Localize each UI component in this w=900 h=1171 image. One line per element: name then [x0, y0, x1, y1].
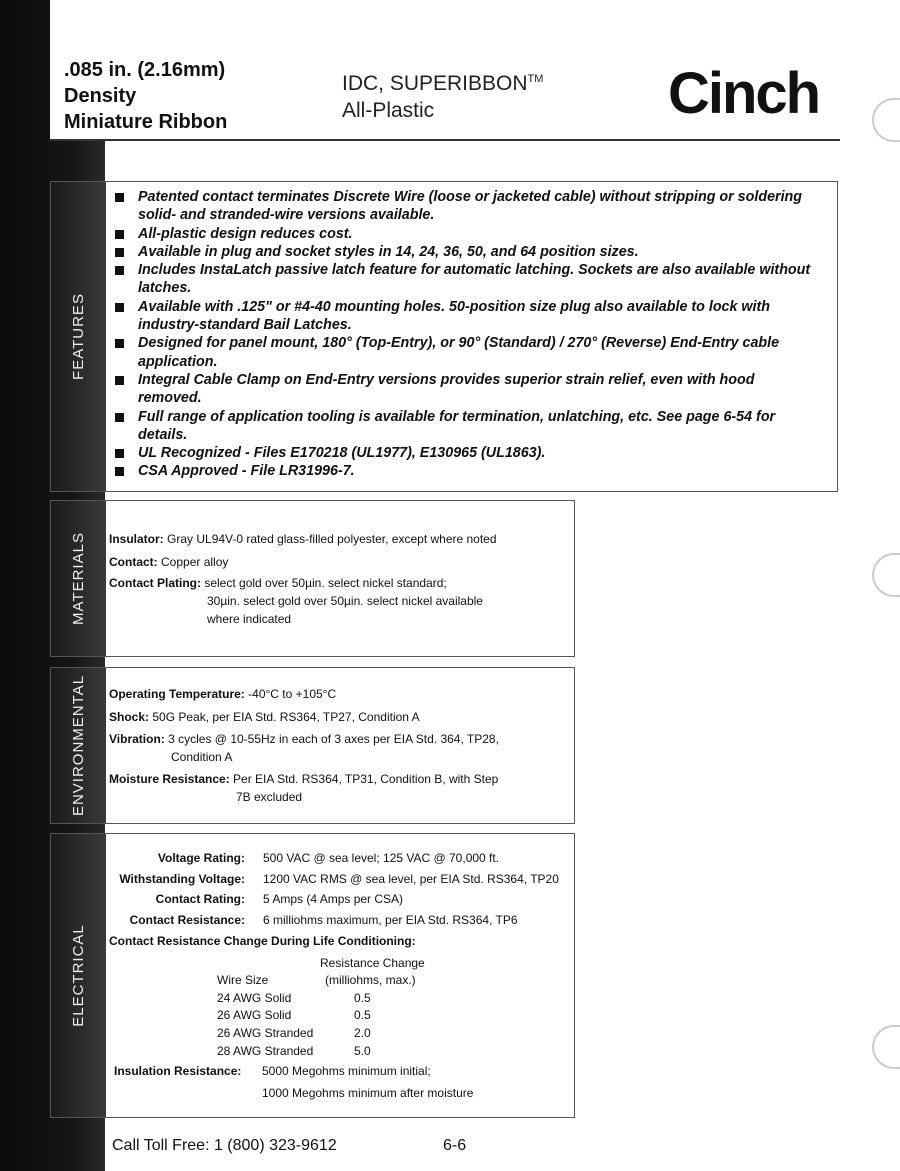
title-line: .085 in. (2.16mm) [64, 59, 226, 81]
voltage-value: 500 VAC @ sea level; 125 VAC @ 70,000 ft. [263, 851, 500, 865]
page-number: 6-6 [443, 1137, 467, 1154]
table-row-change: 2.0 [354, 1026, 371, 1040]
environmental-tab-label: ENVIRONMENTAL [70, 674, 88, 817]
bullet-icon [115, 339, 124, 348]
insulator-row [109, 531, 497, 547]
contact-label: Contact: [109, 555, 158, 569]
trademark: TM [527, 73, 544, 85]
moisture-row [109, 771, 498, 787]
moisture-value: Per EIA Std. RS364, TP31, Condition B, with Step [233, 772, 499, 786]
environmental-tab [51, 668, 106, 823]
table-row-size: 26 AWG Stranded [217, 1026, 314, 1040]
subtitle-line2: All-Plastic [342, 99, 435, 122]
shock-value: 50G Peak, per EIA Std. RS364, TP27, Condition A [152, 710, 420, 724]
contact-value: Copper alloy [161, 555, 229, 569]
feature-text: Designed for panel mount, 180° (Top-Entry), or 90° (Standard) / 270° (Reverse) End-Entry cable application. [138, 335, 780, 370]
table-row-size: 24 AWG Solid [217, 991, 292, 1005]
temperature-label: Operating Temperature: [109, 687, 245, 701]
table-row-change: 5.0 [354, 1044, 371, 1058]
features-list [115, 188, 815, 481]
table-row-change: 0.5 [354, 1008, 371, 1022]
features-tab-label: FEATURES [70, 293, 87, 380]
environmental-section [50, 667, 575, 824]
feature-text: Patented contact terminates Discrete Wire (loose or jacketed cable) without stripping or soldering solid- and stranded-wire versions available. [138, 189, 803, 224]
withstanding-label: Withstanding Voltage: [119, 872, 245, 886]
toll-free-phone: Call Toll Free: 1 (800) 323-9612 [112, 1137, 337, 1154]
feature-text: All-plastic design reduces cost. [138, 225, 353, 242]
bullet-icon [115, 413, 124, 422]
feature-item [115, 371, 815, 408]
shock-label: Shock: [109, 710, 150, 724]
title-line: Miniature Ribbon [64, 111, 228, 133]
temperature-value: -40°C to +105°C [248, 687, 337, 701]
features-tab [51, 182, 106, 491]
feature-item [115, 462, 815, 480]
bullet-icon [115, 248, 124, 257]
moisture-label: Moisture Resistance: [109, 772, 230, 786]
page-title [64, 57, 227, 135]
feature-text: CSA Approved - File LR31996-7. [138, 463, 355, 480]
plating-label: Contact Plating: [109, 576, 201, 590]
feature-item [115, 243, 815, 261]
moisture-line2: 7B excluded [236, 790, 303, 804]
table-row-size: 28 AWG Stranded [217, 1044, 314, 1058]
feature-text: Available in plug and socket styles in 14, 24, 36, 50, and 64 position sizes. [138, 243, 639, 260]
feature-item [115, 261, 815, 298]
shock-row [109, 709, 420, 725]
binder-hole [872, 553, 900, 597]
contact-row [109, 554, 228, 570]
feature-item [115, 334, 815, 371]
materials-tab [51, 501, 106, 656]
bullet-icon [115, 230, 124, 239]
spine-notch [50, 0, 105, 50]
vibration-value: 3 cycles @ 10-55Hz in each of 3 axes per EIA Std. 364, TP28, [168, 732, 499, 746]
feature-text: Includes InstaLatch passive latch feature for automatic latching. Sockets are also available without latches. [138, 262, 811, 297]
contact-resistance-value: 6 milliohms maximum, per EIA Std. RS364, TP6 [263, 913, 518, 927]
title-line: Density [64, 85, 137, 107]
vibration-row [109, 731, 499, 747]
bullet-icon [115, 303, 124, 312]
binder-hole [872, 1025, 900, 1069]
withstanding-value: 1200 VAC RMS @ sea level, per EIA Std. RS364, TP20 [263, 872, 559, 886]
resistance-change-label: Contact Resistance Change During Life Conditioning: [109, 934, 416, 948]
table-row-change: 0.5 [354, 991, 371, 1005]
materials-tab-label: MATERIALS [70, 532, 87, 625]
vibration-line2: Condition A [171, 750, 233, 764]
table-header-change: Resistance Change [320, 956, 425, 970]
contact-resistance-label: Contact Resistance: [129, 913, 245, 927]
insulation-value: 5000 Megohms minimum initial; [262, 1064, 431, 1078]
insulator-label: Insulator: [109, 532, 164, 546]
feature-text: Integral Cable Clamp on End-Entry versions provides superior strain relief, even with hood removed. [138, 371, 755, 407]
header-divider [50, 139, 840, 141]
bullet-icon [115, 449, 124, 458]
bullet-icon [115, 376, 124, 385]
table-header-milliohms: (milliohms, max.) [325, 973, 416, 987]
product-subtitle [342, 66, 543, 124]
materials-section [50, 500, 575, 657]
contact-rating-label: Contact Rating: [155, 892, 245, 906]
electrical-tab-label: ELECTRICAL [70, 924, 87, 1027]
bullet-icon [115, 193, 124, 202]
cinch-logo: Cinch [668, 61, 820, 126]
plating-row [109, 575, 447, 591]
table-header-wire-size: Wire Size [217, 973, 269, 987]
insulation-label: Insulation Resistance: [114, 1064, 242, 1078]
bullet-icon [115, 467, 124, 476]
plating-value: select gold over 50µin. select nickel standard; [204, 576, 447, 590]
contact-rating-value: 5 Amps (4 Amps per CSA) [263, 892, 404, 906]
electrical-section [50, 833, 575, 1118]
temperature-row [109, 686, 336, 702]
feature-item [115, 408, 815, 445]
feature-text: UL Recognized - Files E170218 (UL1977), E130965 (UL1863). [138, 445, 546, 462]
feature-item [115, 298, 815, 335]
bullet-icon [115, 266, 124, 275]
vibration-label: Vibration: [109, 732, 165, 746]
features-section [50, 181, 838, 492]
electrical-tab [51, 834, 106, 1117]
plating-line2: 30µin. select gold over 50µin. select nickel available [207, 594, 483, 608]
feature-text: Available with .125" or #4-40 mounting holes. 50-position size plug also available to lock with industry-standard Bail Latches. [138, 298, 771, 334]
table-row-size: 26 AWG Solid [217, 1008, 292, 1022]
feature-item [115, 225, 815, 243]
insulator-value: Gray UL94V-0 rated glass-filled polyester, except where noted [167, 532, 497, 546]
feature-item [115, 444, 815, 462]
feature-text: Full range of application tooling is available for termination, unlatching, etc. See page 6-54 for details. [138, 408, 776, 443]
voltage-label: Voltage Rating: [157, 851, 245, 865]
subtitle-main: IDC, SUPERIBBON [342, 72, 528, 95]
insulation-value-line2: 1000 Megohms minimum after moisture [262, 1086, 474, 1100]
feature-item [115, 188, 815, 225]
binder-hole [872, 98, 900, 142]
plating-line3: where indicated [207, 612, 292, 626]
